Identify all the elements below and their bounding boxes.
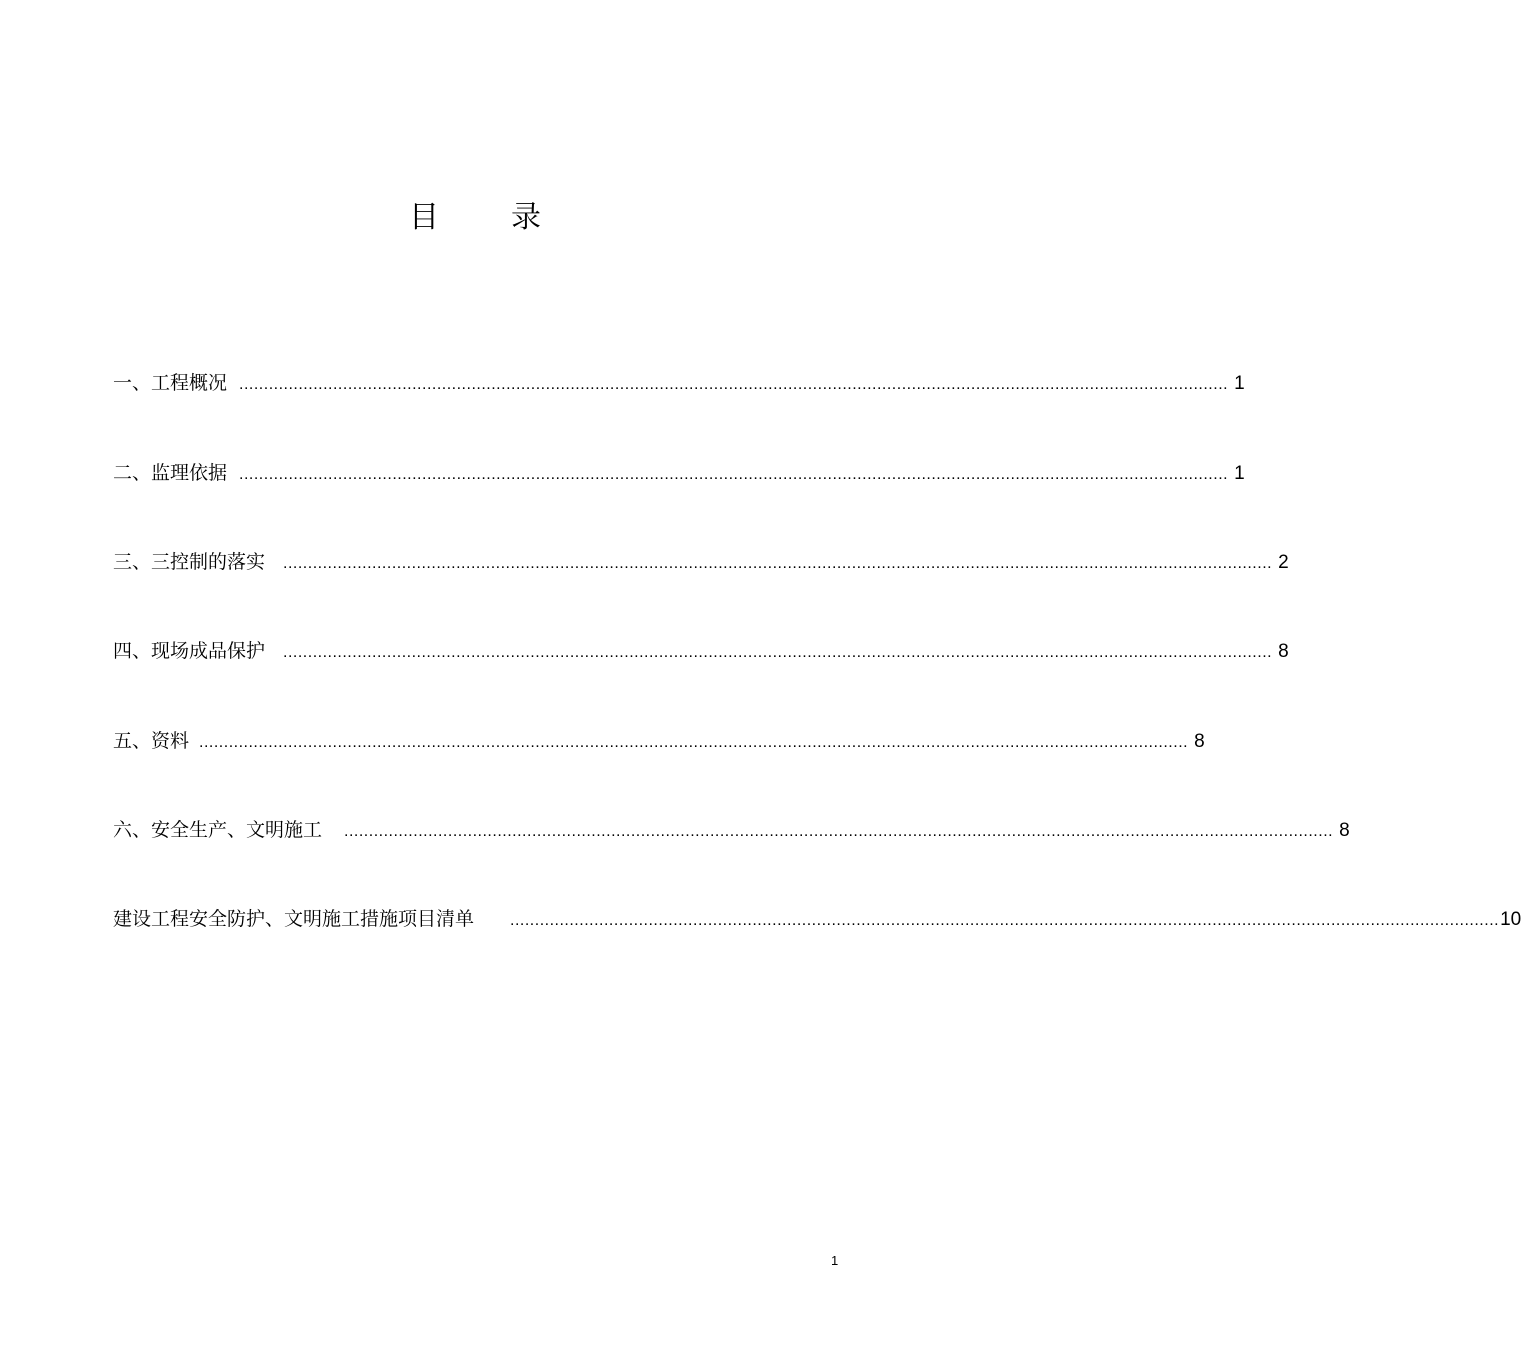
- toc-entry-label: 二、监理依据: [113, 462, 228, 484]
- toc-entry-label: 五、资料: [113, 730, 190, 752]
- toc-entry-label: 一、工程概况: [113, 372, 228, 394]
- toc-entry-page: 8: [1278, 641, 1289, 662]
- toc-leader-dots: ........................................................................................................................................................................................................: [510, 912, 1500, 929]
- toc-entry-2[interactable]: [113, 458, 1245, 488]
- page-number: 1: [831, 1253, 839, 1268]
- toc-entry-page: 8: [1194, 731, 1205, 752]
- toc-entry-label: 四、现场成品保护: [113, 640, 266, 662]
- toc-entry-5[interactable]: [113, 726, 1205, 756]
- toc-entry-page: 1: [1234, 463, 1245, 484]
- toc-leader-dots: ........................................................................................................................................................................................................: [239, 376, 1229, 393]
- toc-entry-page: 8: [1339, 820, 1350, 841]
- toc-leader-dots: ........................................................................................................................................................................................................: [344, 823, 1334, 840]
- toc-entry-label: 六、安全生产、文明施工: [113, 819, 323, 841]
- toc-entry-label: 建设工程安全防护、文明施工措施项目清单: [113, 908, 475, 930]
- toc-entry-6[interactable]: [113, 815, 1350, 845]
- title-char-1: 目: [409, 200, 439, 235]
- toc-leader-dots: ........................................................................................................................................................................................................: [199, 734, 1189, 751]
- toc-entry-page: 2: [1278, 552, 1289, 573]
- toc-entry-4[interactable]: [113, 636, 1289, 666]
- toc-entry-page: 1: [1234, 373, 1245, 394]
- page-title: [0, 198, 950, 238]
- toc-leader-dots: ........................................................................................................................................................................................................: [239, 466, 1229, 483]
- toc-leader-dots: ........................................................................................................................................................................................................: [283, 644, 1273, 661]
- toc-entry-3[interactable]: [113, 547, 1289, 577]
- toc-entry-1[interactable]: [113, 368, 1245, 398]
- toc-entry-7[interactable]: [113, 904, 1521, 934]
- toc-entry-label: 三、三控制的落实: [113, 551, 266, 573]
- toc-leader-dots: ........................................................................................................................................................................................................: [283, 555, 1273, 572]
- toc-entry-page: 10: [1500, 909, 1521, 930]
- title-char-2: 录: [511, 200, 541, 235]
